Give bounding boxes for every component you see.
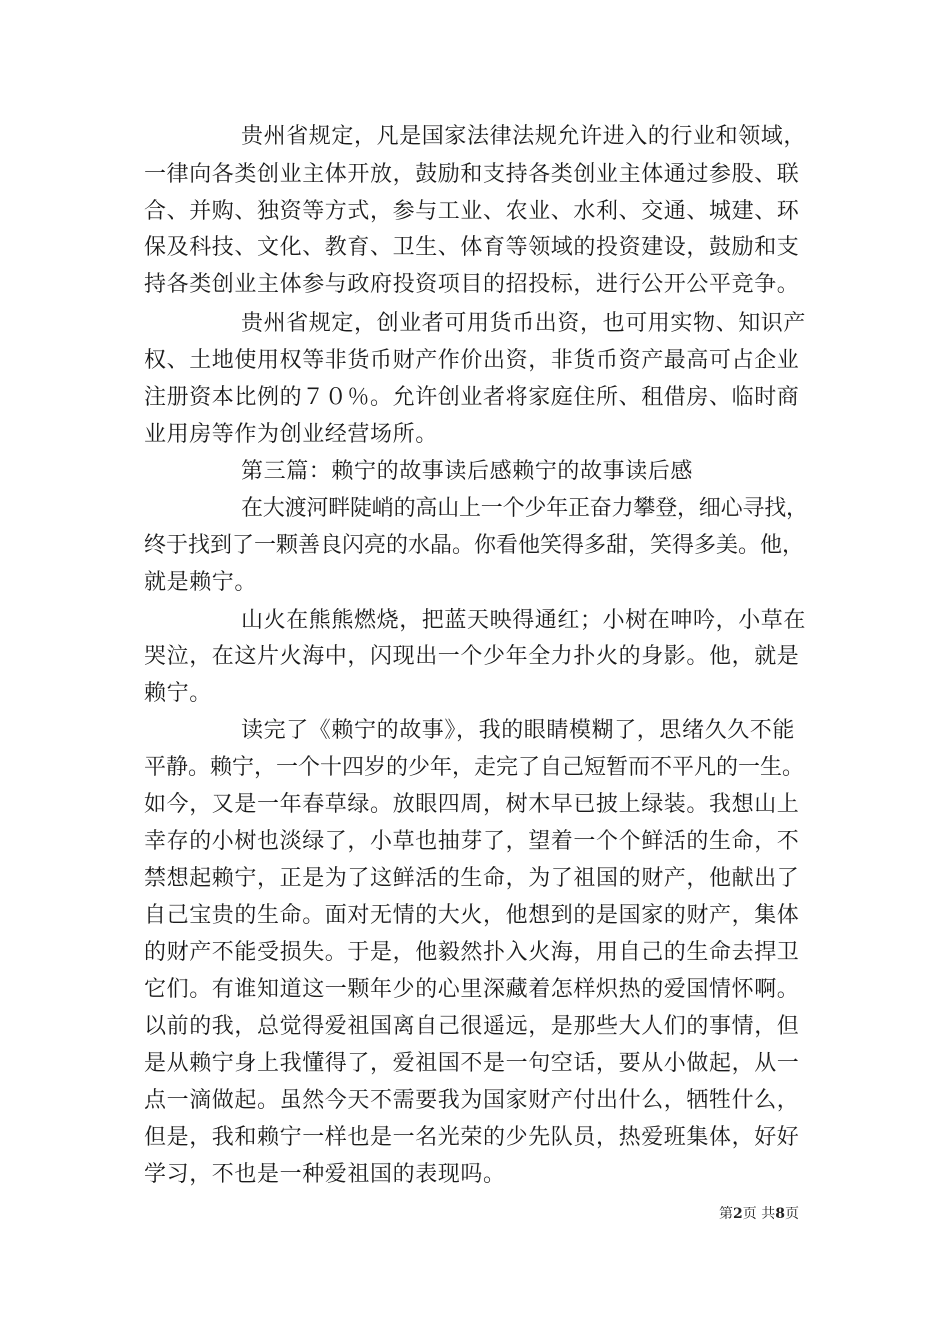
paragraph-line: 就是赖宁。 xyxy=(144,570,258,595)
footer-page-number: 2 xyxy=(733,1206,743,1222)
paragraph-line: 点一滴做起。虽然今天不需要我为国家财产付出什么，牺牲什么， xyxy=(144,1088,800,1113)
paragraph-line: 读完了《赖宁的故事》，我的眼睛模糊了，思绪久久不能 xyxy=(241,718,796,743)
paragraph-line: 合、并购、独资等方式，参与工业、农业、水利、交通、城建、环 xyxy=(144,199,800,224)
paragraph-line: 禁想起赖宁，正是为了这鲜活的生命，为了祖国的财产，他献出了 xyxy=(144,866,800,891)
paragraph-line: 在大渡河畔陡峭的高山上一个少年正奋力攀登，细心寻找， xyxy=(241,496,808,521)
paragraph-line: 幸存的小树也淡绿了，小草也抽芽了，望着一个个鲜活的生命，不 xyxy=(144,829,800,854)
paragraph-line: 持各类创业主体参与政府投资项目的招投标，进行公开公平竞争。 xyxy=(144,272,800,297)
paragraph-line: 以前的我，总觉得爱祖国离自己很遥远，是那些大人们的事情，但 xyxy=(144,1014,800,1039)
paragraph-line: 山火在熊熊燃烧，把蓝天映得通红；小树在呻吟，小草在 xyxy=(241,608,807,633)
paragraph-line: 如今，又是一年春草绿。放眼四周，树木早已披上绿装。我想山上 xyxy=(144,792,800,817)
footer-middle: 页 共 xyxy=(742,1206,776,1222)
paragraph-line: 但是，我和赖宁一样也是一名光荣的少先队员，热爱班集体，好好 xyxy=(144,1125,800,1150)
page-footer xyxy=(719,1205,799,1223)
paragraph-line: 保及科技、文化、教育、卫生、体育等领域的投资建设，鼓励和支 xyxy=(144,235,800,260)
paragraph-line: 赖宁。 xyxy=(144,681,212,706)
paragraph-line: 贵州省规定，创业者可用货币出资，也可用实物、知识产 xyxy=(241,311,807,336)
paragraph-line: 注册资本比例的７０％。允许创业者将家庭住所、租借房、临时商 xyxy=(144,385,800,410)
footer-prefix: 第 xyxy=(719,1206,733,1222)
footer-total-pages: 8 xyxy=(775,1206,785,1222)
paragraph-line: 权、土地使用权等非货币财产作价出资，非货币资产最高可占企业 xyxy=(144,348,800,373)
paragraph-line: 学习，不也是一种爱祖国的表现吗。 xyxy=(144,1162,506,1187)
paragraph-line: 业用房等作为创业经营场所。 xyxy=(144,422,438,447)
paragraph-line: 平静。赖宁，一个十四岁的少年，走完了自己短暂而不平凡的一生。 xyxy=(144,755,805,780)
paragraph-line: 的财产不能受损失。于是，他毅然扑入火海，用自己的生命去捍卫 xyxy=(144,940,800,965)
section-heading: 第三篇：赖宁的故事读后感赖宁的故事读后感 xyxy=(241,459,694,484)
footer-suffix: 页 xyxy=(784,1206,799,1222)
paragraph-line: 一律向各类创业主体开放，鼓励和支持各类创业主体通过参股、联 xyxy=(144,162,800,187)
paragraph-line: 自己宝贵的生命。面对无情的大火，他想到的是国家的财产，集体 xyxy=(144,903,800,928)
paragraph-line: 它们。有谁知道这一颗年少的心里深藏着怎样炽热的爱国情怀啊。 xyxy=(144,977,800,1002)
paragraph-line: 哭泣，在这片火海中，闪现出一个少年全力扑火的身影。他，就是 xyxy=(144,644,800,669)
paragraph-line: 终于找到了一颗善良闪亮的水晶。你看他笑得多甜，笑得多美。他， xyxy=(144,533,805,558)
paragraph-line: 贵州省规定，凡是国家法律法规允许进入的行业和领域， xyxy=(241,124,807,149)
paragraph-line: 是从赖宁身上我懂得了，爱祖国不是一句空话，要从小做起，从一 xyxy=(144,1051,800,1076)
